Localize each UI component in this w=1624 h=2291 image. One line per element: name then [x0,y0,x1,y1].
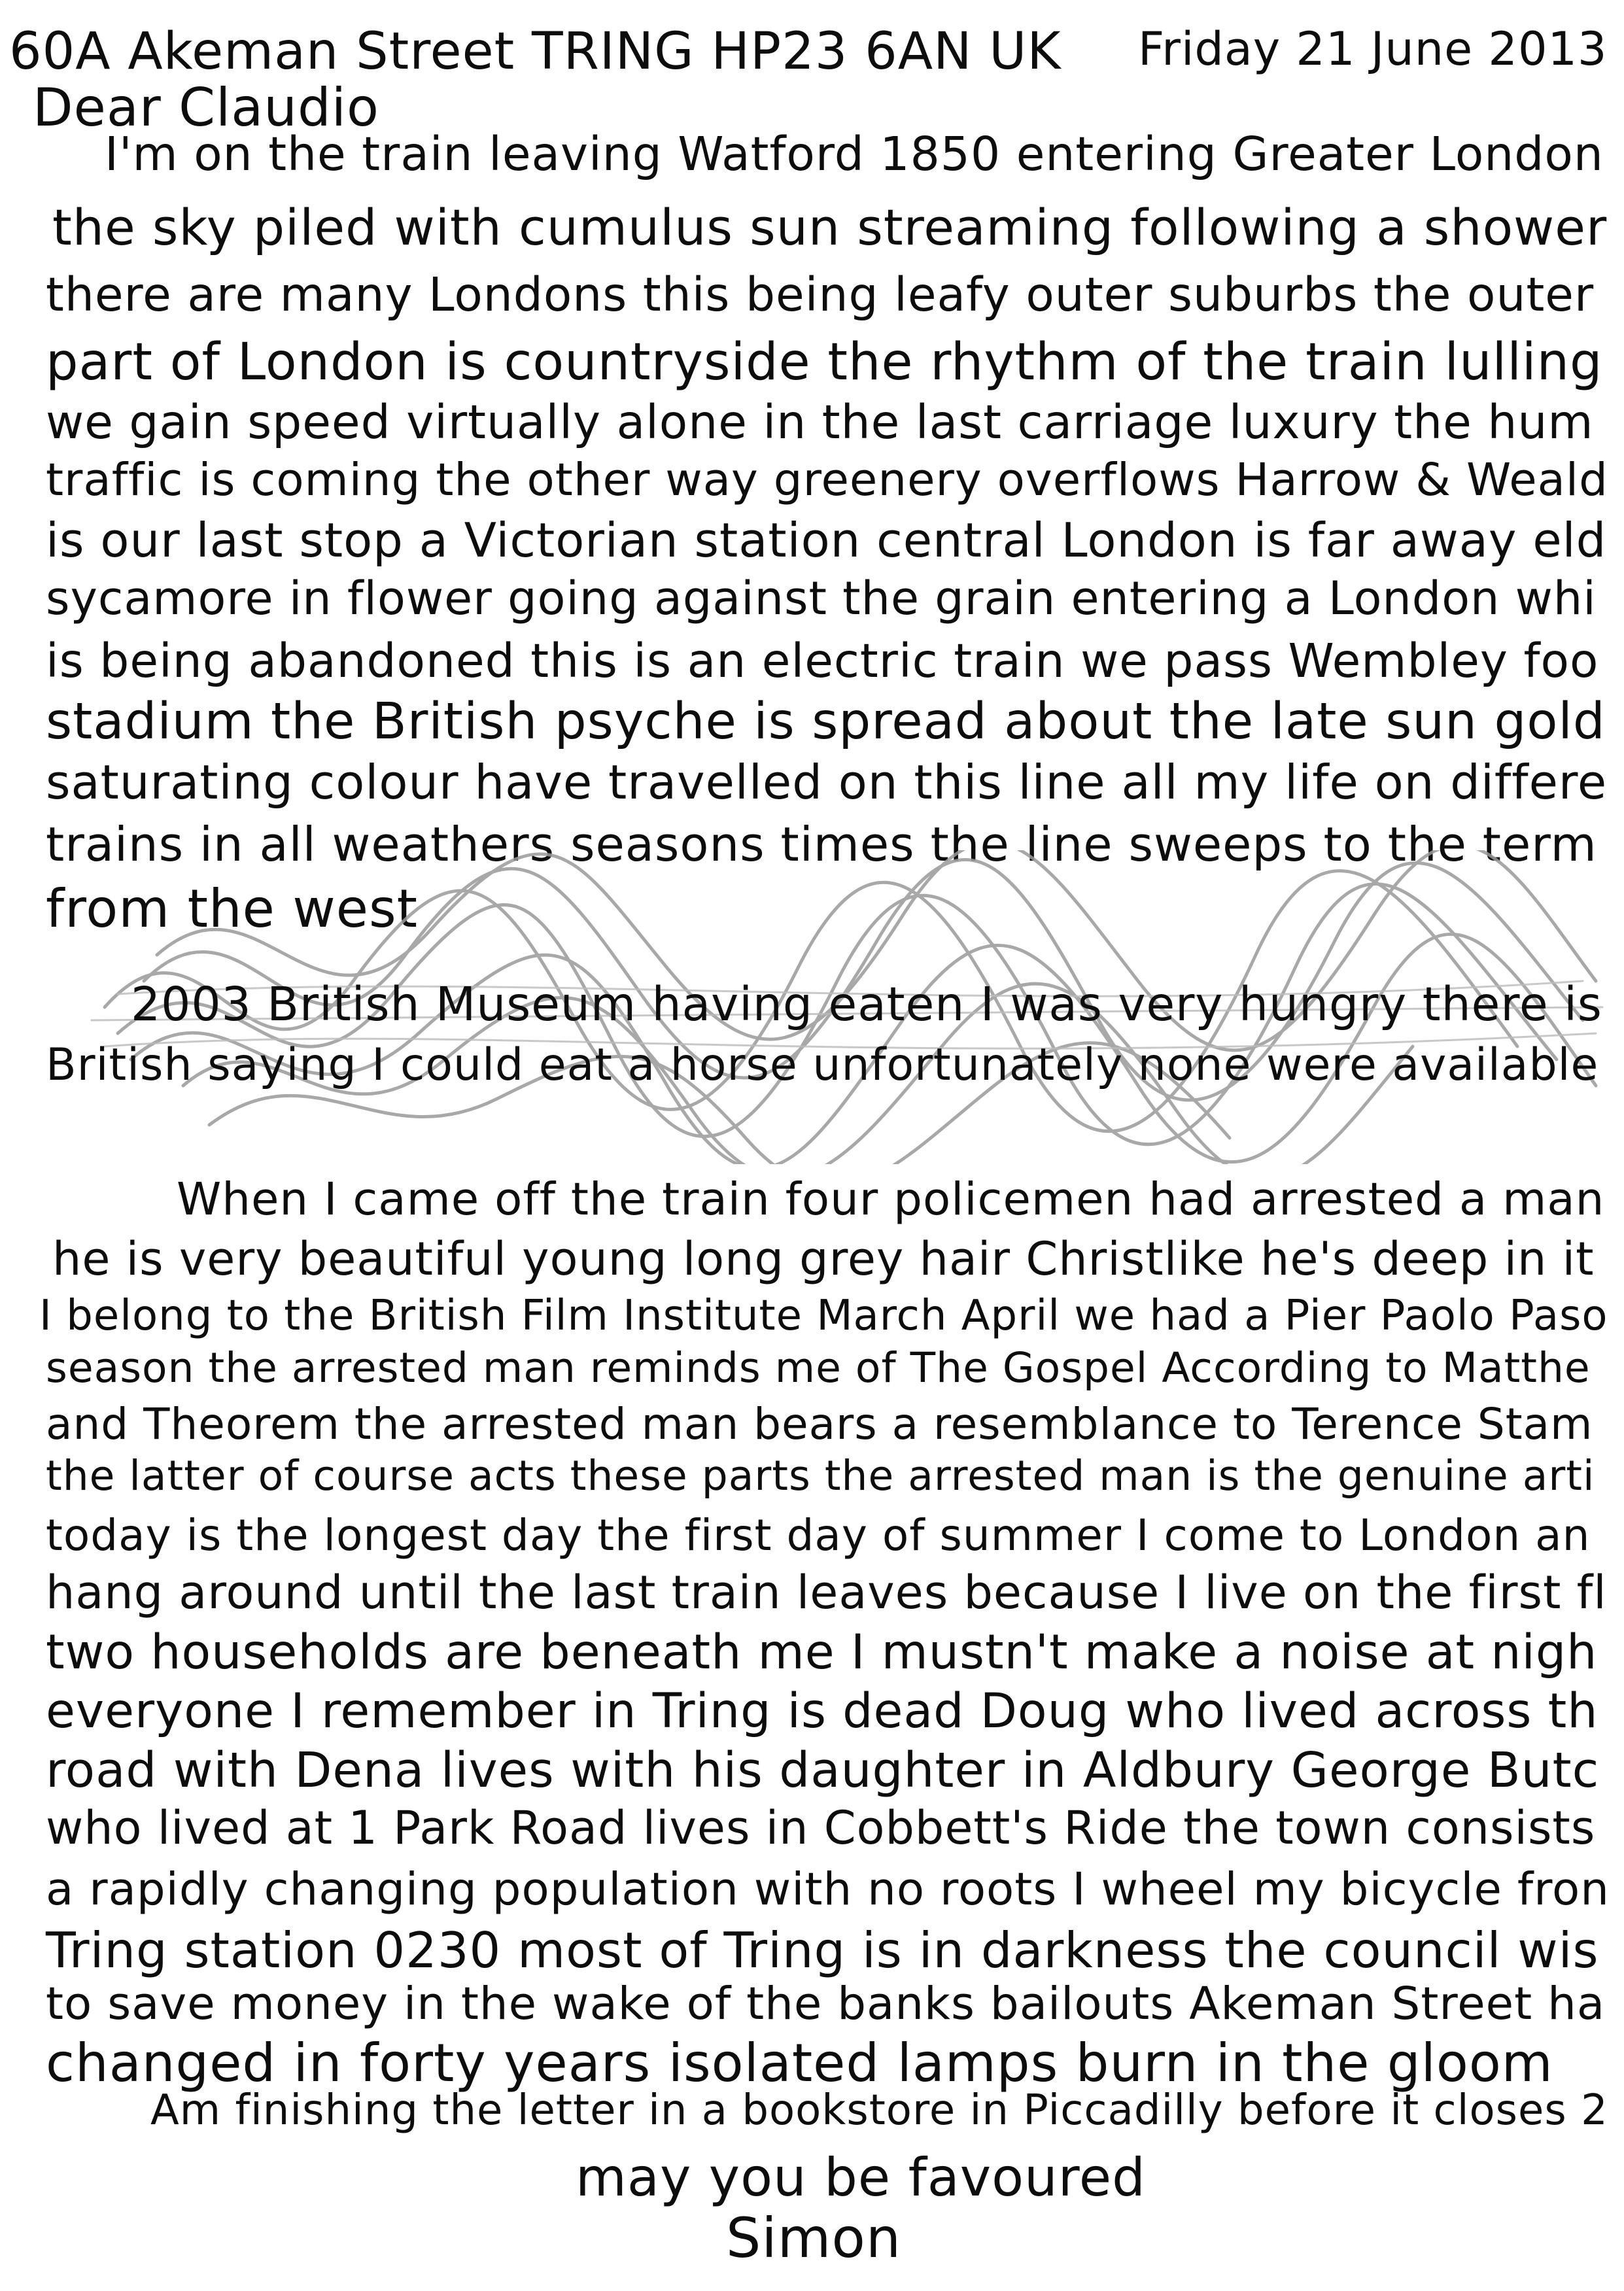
paragraph3-line: When I came off the train four policemen had arrested a man [177,1173,1605,1226]
paragraph3-line: a rapidly changing population with no roots I wheel my bicycle fron [46,1863,1610,1916]
paragraph3-line: today is the longest day the first day of summer I come to London an [46,1510,1591,1560]
closing: may you be favoured [576,2147,1146,2208]
paragraph3-line: everyone I remember in Tring is dead Doug who lived across th [46,1683,1598,1739]
paragraph3-line: changed in forty years isolated lamps burn in the gloom [46,2033,1553,2093]
paragraph2-line: British saying I could eat a horse unfortunately none were available [46,1039,1599,1091]
paragraph1-line: there are many Londons this being leafy outer suburbs the outer [46,267,1595,322]
paragraph1-line: from the west [46,878,419,939]
paragraph1-line: I'm on the train leaving Watford 1850 entering Greater London [105,127,1604,181]
paragraph3-line: and Theorem the arrested man bears a resemblance to Terence Stam [46,1399,1593,1449]
paragraph2-line: 2003 British Museum having eaten I was very hungry there is [131,977,1602,1031]
paragraph3-line: I belong to the British Film Institute March April we had a Pier Paolo Paso [39,1292,1608,1340]
paragraph3-line: season the arrested man reminds me of The Gospel According to Matthe [46,1344,1591,1392]
paragraph1-line: traffic is coming the other way greenery overflows Harrow & Weald [46,454,1608,506]
paragraph1-line: the sky piled with cumulus sun streaming following a shower [52,198,1608,256]
paragraph3-line: who lived at 1 Park Road lives in Cobbett's Ride the town consists [46,1801,1596,1855]
salutation: Dear Claudio [33,77,379,138]
paragraph1-line: saturating colour have travelled on this line all my life on differe [46,755,1608,810]
sender-address: 60A Akeman Street TRING HP23 6AN UK [9,22,1062,81]
paragraph3-line: two households are beneath me I mustn't make a noise at nigh [46,1625,1598,1680]
paragraph3-line: road with Dena lives with his daughter in Aldbury George Butc [46,1742,1600,1799]
paragraph3-line: Tring station 0230 most of Tring is in darkness the council wis [46,1921,1599,1979]
paragraph3-line: he is very beautiful young long grey hair Christlike he's deep in it [52,1232,1595,1286]
signature: Simon [726,2206,902,2270]
paragraph1-line: sycamore in flower going against the grain entering a London whi [46,572,1597,625]
paragraph1-line: we gain speed virtually alone in the last carriage luxury the hum [46,395,1594,449]
paragraph1-line: trains in all weathers seasons times the line sweeps to the term [46,817,1597,872]
paragraph3-line: Am finishing the letter in a bookstore in Piccadilly before it closes 2 [150,2086,1608,2135]
paragraph3-line: hang around until the last train leaves because I live on the first fl [46,1566,1607,1619]
letter-date: Friday 21 June 2013 [1138,22,1608,76]
paragraph3-line: the latter of course acts these parts the arrested man is the genuine arti [46,1452,1595,1500]
paragraph1-line: part of London is countryside the rhythm of the train lulling [46,333,1603,392]
paragraph1-line: is our last stop a Victorian station central London is far away eld [46,513,1607,568]
paragraph1-line: stadium the British psyche is spread about the late sun gold [46,693,1606,751]
paragraph1-line: is being abandoned this is an electric train we pass Wembley foo [46,634,1599,688]
paragraph3-line: to save money in the wake of the banks bailouts Akeman Street ha [46,1978,1606,2030]
